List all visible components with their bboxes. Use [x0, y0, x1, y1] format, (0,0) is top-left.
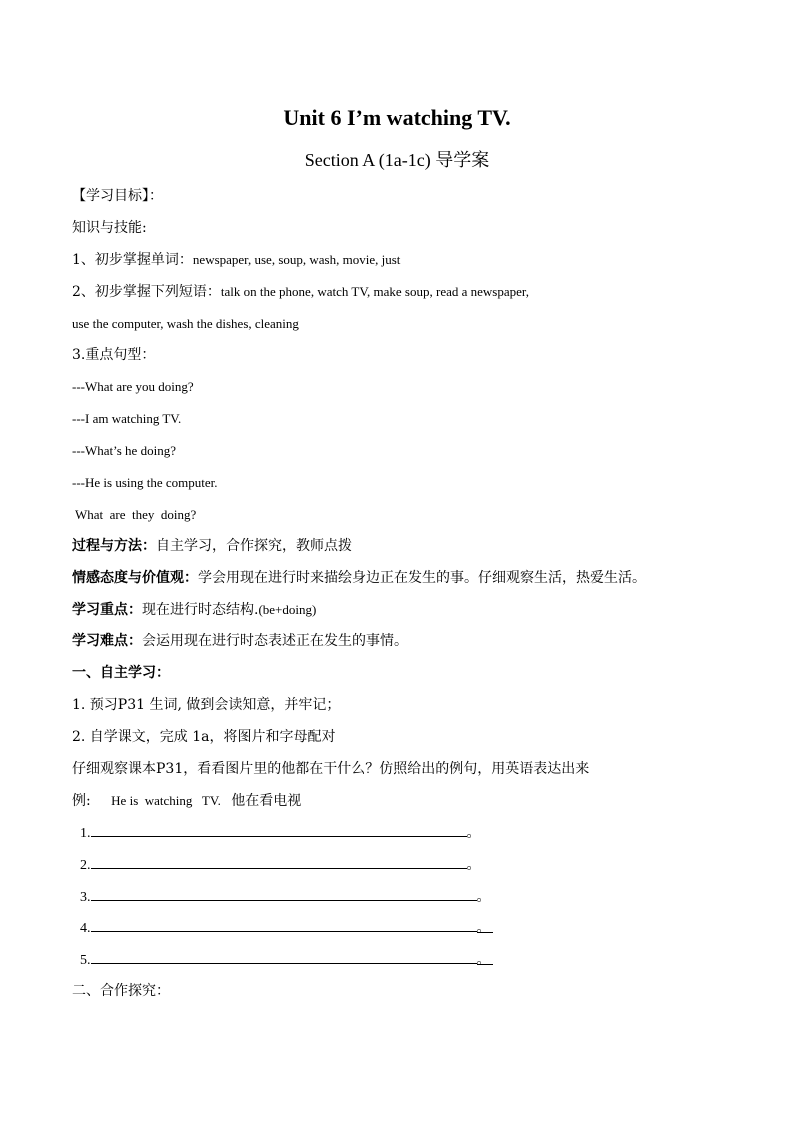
self-study-instruction: 仔细观察课本P31，看看图片里的他都在干什么？仿照给出的例句，用英语表达出来 [72, 761, 590, 777]
page-title: Unit 6 I’m watching TV. [283, 105, 511, 130]
blank-number: 5. [80, 953, 91, 968]
example-chinese: 他在看电视 [231, 793, 302, 809]
difficulty-point [72, 631, 408, 651]
example-english: He is watching TV. [111, 793, 221, 808]
objective-item-2-prefix: 2、初步掌握下列短语： [72, 284, 221, 300]
objective-item-1-prefix: 1、初步掌握单词： [72, 252, 193, 268]
self-study-item-1: 1. 预习P31 生词, 做到会读知意，并牢记； [72, 697, 341, 713]
page-subtitle: Section A (1a-1c) 导学案 [304, 150, 490, 170]
process-text: 自主学习，合作探究，教师点拨 [156, 538, 352, 554]
answer-line[interactable] [91, 854, 467, 869]
example-label: 例: [72, 793, 91, 809]
sentence-line: What are they doing? [72, 507, 197, 522]
blank-end-mark: 。 [466, 857, 481, 873]
phrase-list-continued: use the computer, wash the dishes, cleaning [72, 316, 299, 331]
answer-blank-1[interactable] [80, 822, 481, 844]
answer-blank-3[interactable] [80, 886, 491, 908]
attitude-values [72, 568, 646, 588]
process-method [72, 536, 352, 556]
knowledge-heading: 知识与技能: [72, 220, 147, 236]
blank-number: 3. [80, 890, 91, 905]
blank-end-mark: 。 [466, 825, 481, 841]
blank-end-underline: 。 [476, 920, 491, 936]
blank-number: 2. [80, 858, 91, 873]
sentence-line: ---What are you doing? [72, 379, 194, 394]
sentence-line: ---What’s he doing? [72, 443, 176, 458]
process-label: 过程与方法： [72, 538, 156, 554]
answer-line[interactable] [91, 886, 477, 901]
key-point-label: 学习重点： [72, 602, 142, 618]
example-sentence [72, 791, 301, 811]
answer-line[interactable] [91, 822, 467, 837]
key-sentences-heading: 3.重点句型： [72, 347, 156, 363]
answer-blank-2[interactable] [80, 854, 481, 876]
key-point-text: 现在进行时态结构. [142, 602, 259, 618]
blank-end-underline: 。 [476, 952, 491, 968]
answer-line[interactable] [91, 949, 477, 964]
difficulty-text: 会运用现在进行时态表述正在发生的事情。 [142, 633, 408, 649]
self-study-heading: 一、自主学习： [72, 665, 170, 681]
attitude-text: 学会用现在进行时来描绘身边正在发生的事。仔细观察生活，热爱生活。 [198, 570, 646, 586]
objective-item-1 [72, 250, 400, 270]
self-study-item-2: 2. 自学课文，完成 1a，将图片和字母配对 [72, 729, 336, 745]
objectives-heading: 【学习目标】： [72, 188, 163, 204]
blank-end-mark: 。 [476, 889, 491, 905]
blank-number: 4. [80, 921, 91, 936]
sentence-line: ---He is using the computer. [72, 475, 218, 490]
phrase-list: talk on the phone, watch TV, make soup, read a newspaper, [220, 284, 529, 299]
blank-number: 1. [80, 826, 91, 841]
cooperation-heading: 二、合作探究： [72, 983, 170, 999]
difficulty-label: 学习难点： [72, 633, 142, 649]
answer-line[interactable] [91, 917, 477, 932]
key-point [72, 600, 316, 620]
answer-blank-5[interactable] [80, 949, 493, 971]
objective-item-2 [72, 282, 529, 302]
answer-blank-4[interactable] [80, 917, 493, 939]
sentence-line: ---I am watching TV. [72, 411, 182, 426]
vocab-words: newspaper, use, soup, wash, movie, just [192, 252, 401, 267]
attitude-label: 情感态度与价值观： [72, 570, 198, 586]
key-point-formula: (be+doing) [258, 602, 317, 617]
